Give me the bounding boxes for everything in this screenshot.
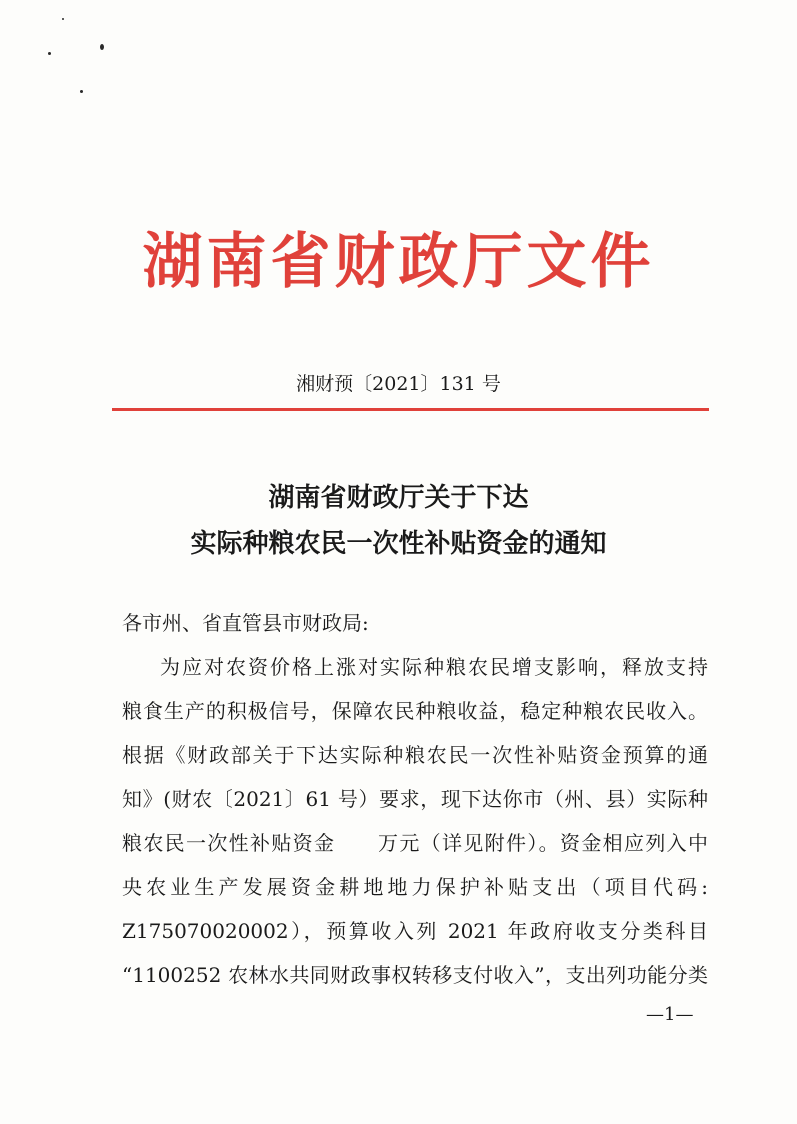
body-line: 央农业生产发展资金耕地地力保护补贴支出（项目代码:	[122, 875, 708, 899]
body-line: “1100252 农林水共同财政事权转移支付收入”，支出列功能分类	[122, 963, 708, 987]
body-line: 知》(财农〔2021〕61 号）要求，现下达你市（州、县）实际种	[122, 787, 708, 811]
red-divider-line	[112, 408, 709, 411]
notice-title-line-1: 湖南省财政厅关于下达	[268, 483, 529, 513]
body-line: Z175070020002），预算收入列 2021 年政府收支分类科目	[122, 919, 708, 943]
scan-speck	[100, 44, 104, 50]
page-number: —1—	[646, 1004, 694, 1025]
body-line: 粮农民一次性补贴资金 万元（详见附件）。资金相应列入中	[122, 831, 708, 855]
salutation: 各市州、省直管县市财政局:	[122, 611, 369, 635]
notice-title-line-2: 实际种粮农民一次性补贴资金的通知	[190, 529, 607, 559]
scan-speck	[80, 90, 83, 93]
scan-speck	[48, 52, 51, 55]
body-line: 粮食生产的积极信号，保障农民种粮收益，稳定种粮农民收入。	[122, 699, 708, 723]
scan-speck	[62, 18, 64, 20]
document-header-title: 湖南省财政厅文件	[142, 227, 655, 297]
document-number: 湘财预〔2021〕131 号	[296, 373, 501, 395]
body-line: 为应对农资价格上涨对实际种粮农民增支影响，释放支持	[160, 655, 708, 679]
body-line: 根据《财政部关于下达实际种粮农民一次性补贴资金预算的通	[122, 743, 708, 767]
